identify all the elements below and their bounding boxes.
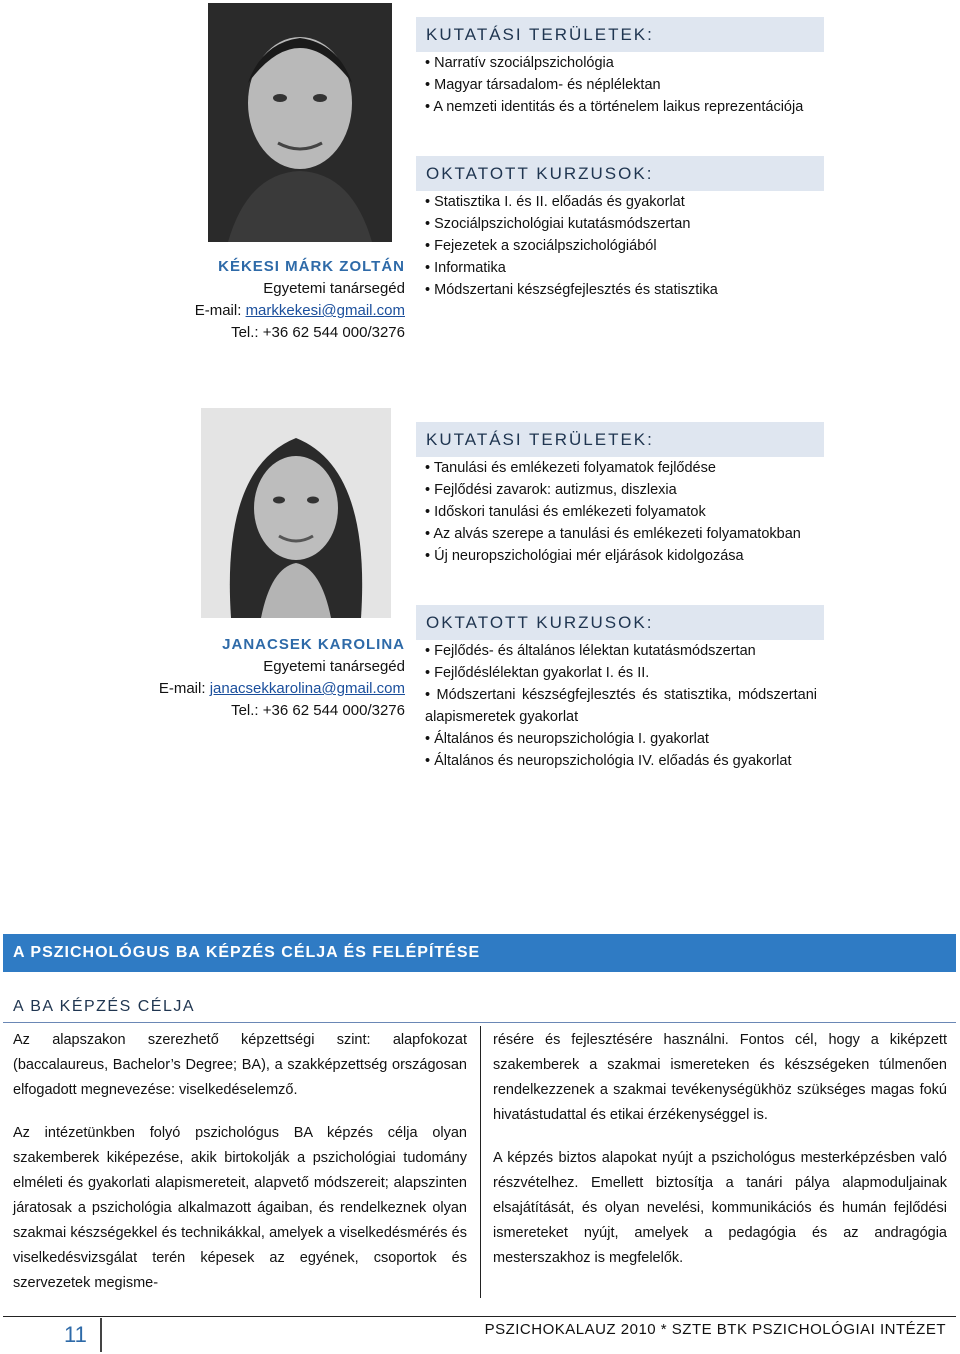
column-divider [480,1026,481,1298]
list-item: • A nemzeti identitás és a történelem laikus reprezentációja [425,96,817,118]
email-label: E-mail: [158,680,210,697]
list-item: • Az alvás szerepe a tanulási és emlékezeti folyamatokban [425,523,817,545]
footer-divider [3,1316,956,1317]
list-item: • Fejlődés- és általános lélektan kutatásmódszertan [425,640,817,662]
person-tel: Tel.: +36 62 544 000/3276 [231,324,405,341]
paragraph: A képzés biztos alapokat nyújt a pszichológus mesterképzésben való részvételhez. Emellett biztosítja a tanári pálya alapmoduljainak elsajátítását, és olyan nevelési, kommunikációs és humán fejlődési ismereteket nyújt, amelyek a pedagógia és az andragógia mesterszakhoz is megfelelők. [493,1150,947,1266]
page-number: 11 [64,1322,87,1347]
list-item: • Tanulási és emlékezeti folyamatok fejlődése [425,457,817,479]
list-item: • Szociálpszichológiai kutatásmódszertan [425,213,817,235]
paragraph: Az intézetünkben folyó pszichológus BA képzés célja olyan szakemberek kiképezése, akik birtokolják a pszichológiai tudomány elméleti és gyakorlati alapismereteit, alapvető módszereit; alapszinten járatosak a pszichológia alkalmazott ágaiban, és rendelkeznek olyan szakmai készségekkel és technikákkal, amelyek a viselkedésmérés és viselkedésvizsgálat terén képesek az egyének, csoportok és szervezetek megisme- [13,1125,467,1291]
portrait-photo-1 [208,3,392,242]
paragraph: résére és fejlesztésére használni. Fontos cél, hogy a kiképzett szakemberek a szakmai ismereteken és készségeken túlmenően rendelkezzenek a szakmai tevékenységükhöz szükséges magas fokú hivatástudattal és etikai érzékenységgel is. [493,1032,947,1123]
subheading-divider [3,1022,956,1023]
list-item: • Informatika [425,257,817,279]
research-header-2: KUTATÁSI TERÜLETEK: [416,422,824,457]
person-role: Egyetemi tanársegéd [263,658,405,675]
list-item: • Fejlődéslélektan gyakorlat I. és II. [425,662,817,684]
research-header-1: KUTATÁSI TERÜLETEK: [416,17,824,52]
page-number-divider [100,1318,102,1352]
list-item: • Általános és neuropszichológia I. gyakorlat [425,728,817,750]
section-banner: A PSZICHOLÓGUS BA KÉPZÉS CÉLJA ÉS FELÉPÍTÉSE [3,934,956,972]
person-name: KÉKESI MÁRK ZOLTÁN [218,258,405,275]
list-item: • Fejezetek a szociálpszichológiából [425,235,817,257]
text-column-left [13,1028,467,1314]
list-item: • Új neuropszichológiai mér eljárások kidolgozása [425,545,817,567]
text-column-right [493,1028,947,1289]
person-email-line [110,300,405,322]
person-name: JANACSEK KAROLINA [222,636,405,653]
portrait-photo-2 [201,408,391,618]
section-subheading: A BA KÉPZÉS CÉLJA [13,998,196,1015]
list-item: • Módszertani készségfejlesztés és statisztika, módszertani alapismeretek gyakorlat [425,684,817,728]
email-label: E-mail: [194,302,246,319]
courses-list-2 [425,640,817,772]
research-list-2 [425,457,817,567]
person-tel: Tel.: +36 62 544 000/3276 [231,702,405,719]
list-item: • Módszertani készségfejlesztés és statisztika [425,279,817,301]
list-item: • Statisztika I. és II. előadás és gyakorlat [425,191,817,213]
email-link[interactable]: markkekesi@gmail.com [245,302,405,319]
list-item: • Időskori tanulási és emlékezeti folyamatok [425,501,817,523]
list-item: • Magyar társadalom- és néplélektan [425,74,817,96]
person-info-2 [110,634,405,722]
email-link[interactable]: janacsekkarolina@gmail.com [209,680,405,697]
courses-header-1: OKTATOTT KURZUSOK: [416,156,824,191]
courses-list-1 [425,191,817,301]
list-item: • Narratív szociálpszichológia [425,52,817,74]
person-role: Egyetemi tanársegéd [263,280,405,297]
paragraph: Az alapszakon szerezhető képzettségi szint: alapfokozat (baccalaureus, Bachelor’s Degree; BA), a szakképzettség országosan elfogadott megnevezése: viselkedéselemző. [13,1032,467,1098]
courses-header-2: OKTATOTT KURZUSOK: [416,605,824,640]
research-list-1 [425,52,817,118]
list-item: • Fejlődési zavarok: autizmus, diszlexia [425,479,817,501]
person-info-1 [110,256,405,344]
person-email-line [110,678,405,700]
list-item: • Általános és neuropszichológia IV. előadás és gyakorlat [425,750,817,772]
footer-text: PSZICHOKALAUZ 2010 * SZTE BTK PSZICHOLÓGIAI INTÉZET [484,1321,946,1338]
